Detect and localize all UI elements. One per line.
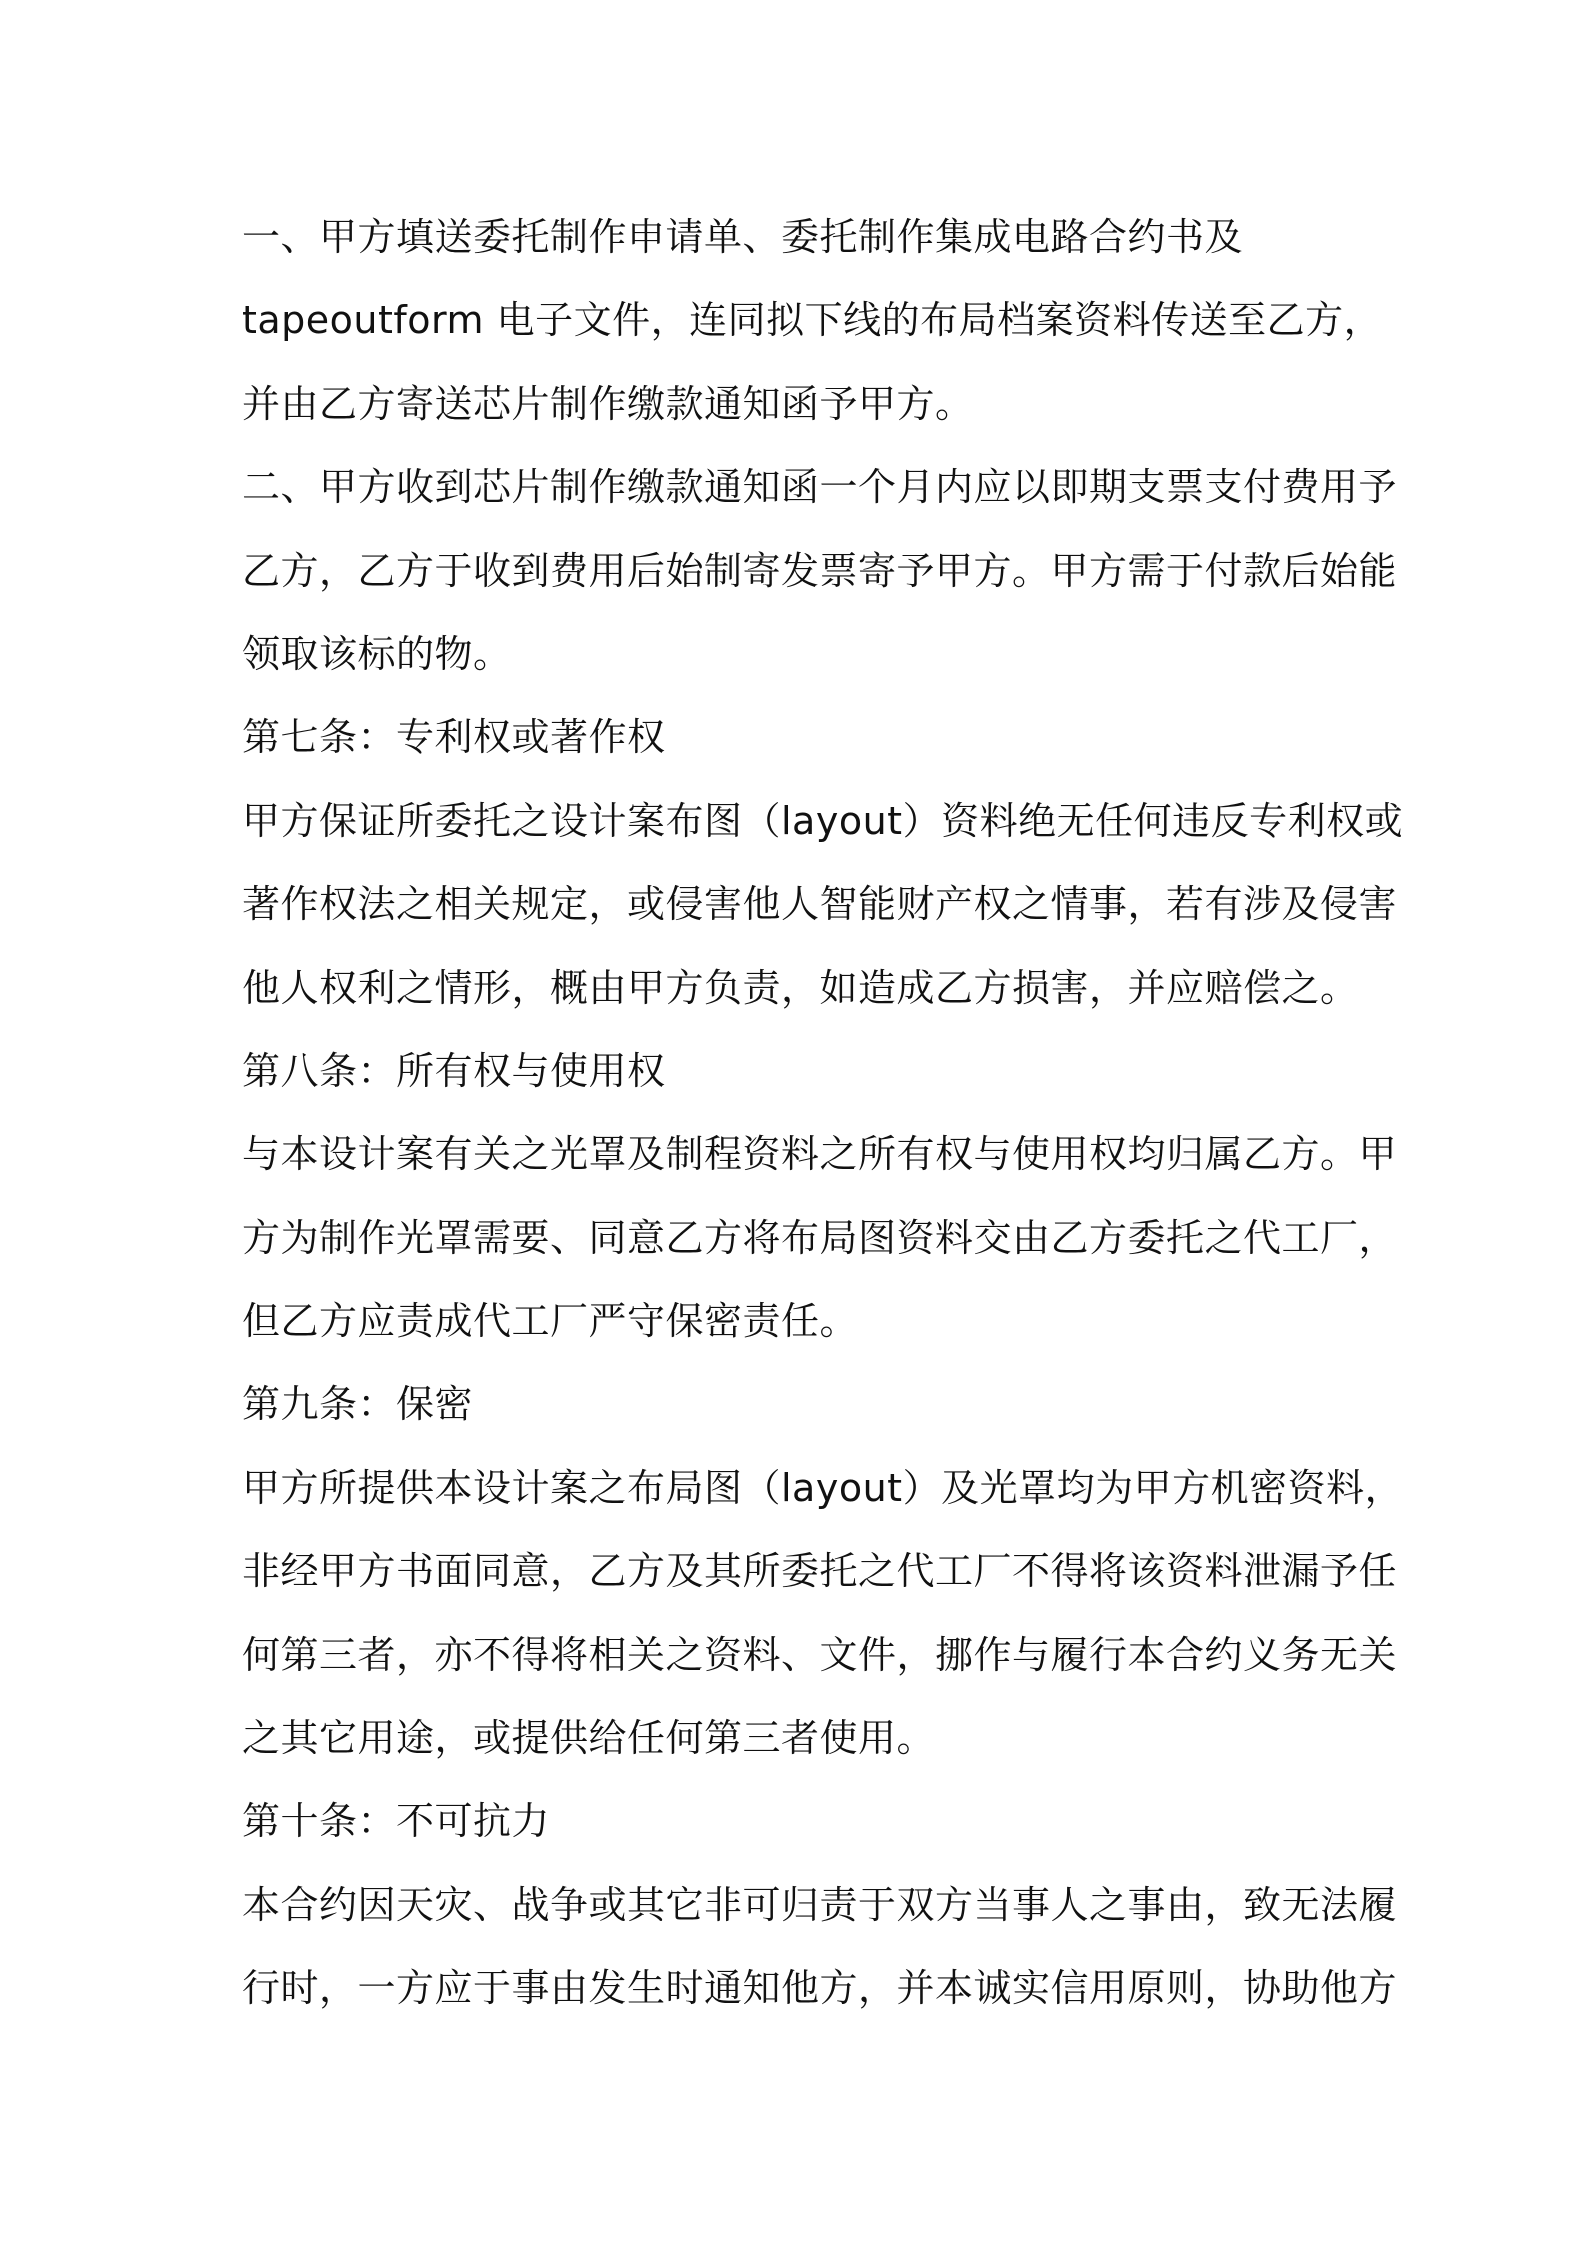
text-line: 与本设计案有关之光罩及制程资料之所有权与使用权均归属乙方。甲 xyxy=(242,1132,1398,1177)
text-line: 领取该标的物。 xyxy=(242,631,512,676)
text-line: tapeoutform 电子文件，连同拟下线的布局档案资料传送至乙方， xyxy=(242,298,1383,343)
section-heading: 第十条：不可抗力 xyxy=(242,1799,551,1844)
text-line: 何第三者，亦不得将相关之资料、文件，挪作与履行本合约义务无关 xyxy=(242,1632,1398,1677)
text-line: 甲方保证所委托之设计案布图（layout）资料绝无任何违反专利权或 xyxy=(242,798,1404,843)
text-line: 方为制作光罩需要、同意乙方将布局图资料交由乙方委托之代工厂， xyxy=(242,1215,1398,1260)
text-line: 一、甲方填送委托制作申请单、委托制作集成电路合约书及 xyxy=(242,215,1244,259)
text-line: 行时，一方应于事由发生时通知他方，并本诚实信用原则，协助他方 xyxy=(242,1966,1398,2011)
text-line: 著作权法之相关规定，或侵害他人智能财产权之情事，若有涉及侵害 xyxy=(242,882,1398,927)
text-line: 但乙方应责成代工厂严守保密责任。 xyxy=(242,1299,859,1344)
text-line: 他人权利之情形，概由甲方负责，如造成乙方损害，并应赔偿之。 xyxy=(242,965,1359,1010)
text-line: 并由乙方寄送芯片制作缴款通知函予甲方。 xyxy=(242,381,974,426)
text-line: 乙方，乙方于收到费用后始制寄发票寄予甲方。甲方需于付款后始能 xyxy=(242,548,1398,593)
text-line: 二、甲方收到芯片制作缴款通知函一个月内应以即期支票支付费用予 xyxy=(242,465,1398,510)
section-heading: 第九条：保密 xyxy=(242,1382,474,1427)
text-line: 非经甲方书面同意，乙方及其所委托之代工厂不得将该资料泄漏予任 xyxy=(242,1549,1398,1594)
section-heading: 第八条：所有权与使用权 xyxy=(242,1048,666,1093)
text-line: 之其它用途，或提供给任何第三者使用。 xyxy=(242,1716,936,1761)
text-line: 本合约因天灾、战争或其它非可归责于双方当事人之事由，致无法履 xyxy=(242,1882,1398,1927)
document-body xyxy=(242,196,1404,2031)
text-line: 甲方所提供本设计案之布局图（layout）及光罩均为甲方机密资料， xyxy=(242,1465,1404,1510)
section-heading: 第七条：专利权或著作权 xyxy=(242,715,666,760)
